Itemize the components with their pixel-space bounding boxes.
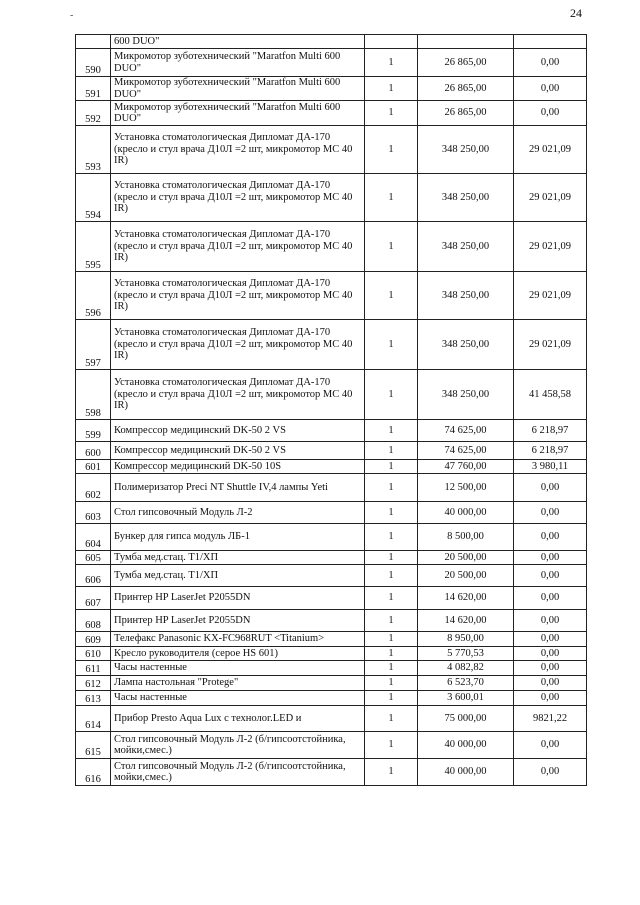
item-name-cell: Установка стоматологическая Дипломат ДА-170 (кресло и стул врача Д10Л =2 шт, микромотор МС 40 IR) <box>111 174 365 222</box>
quantity-cell: 1 <box>365 647 418 661</box>
item-name-cell: Установка стоматологическая Дипломат ДА-170 (кресло и стул врача Д10Л =2 шт, микромотор МС 40 IR) <box>111 126 365 174</box>
price-cell: 20 500,00 <box>418 565 514 587</box>
quantity-cell: 1 <box>365 126 418 174</box>
item-name-cell: Прибор Presto Aqua Lux с технолог.LED и <box>111 706 365 732</box>
quantity-cell: 1 <box>365 732 418 759</box>
price-cell: 47 760,00 <box>418 460 514 474</box>
residual-value-cell: 29 021,09 <box>514 320 587 370</box>
item-name-cell: Микромотор зуботехнический "Maratfon Multi 600 DUO" <box>111 77 365 101</box>
quantity-cell: 1 <box>365 524 418 551</box>
table-row <box>76 691 587 706</box>
residual-value-cell: 6 218,97 <box>514 442 587 460</box>
row-number-cell: 615 <box>76 732 111 759</box>
row-number-cell: 597 <box>76 320 111 370</box>
price-cell: 348 250,00 <box>418 222 514 272</box>
price-cell: 348 250,00 <box>418 370 514 420</box>
table-row <box>76 442 587 460</box>
item-name-cell: Тумба мед.стац. Т1/ХП <box>111 565 365 587</box>
table-row <box>76 174 587 222</box>
quantity-cell: 1 <box>365 610 418 632</box>
residual-value-cell: 0,00 <box>514 551 587 565</box>
table-row <box>76 706 587 732</box>
residual-value-cell: 0,00 <box>514 524 587 551</box>
residual-value-cell: 0,00 <box>514 101 587 126</box>
price-cell: 5 770,53 <box>418 647 514 661</box>
item-name-cell: Принтер HP LaserJet P2055DN <box>111 610 365 632</box>
quantity-cell: 1 <box>365 691 418 706</box>
row-number-cell: 593 <box>76 126 111 174</box>
table-row <box>76 502 587 524</box>
item-name-cell: Установка стоматологическая Дипломат ДА-170 (кресло и стул врача Д10Л =2 шт, микромотор МС 40 IR) <box>111 222 365 272</box>
residual-value-cell: 29 021,09 <box>514 272 587 320</box>
row-number-cell: 602 <box>76 474 111 502</box>
residual-value-cell: 6 218,97 <box>514 420 587 442</box>
quantity-cell: 1 <box>365 474 418 502</box>
residual-value-cell: 3 980,11 <box>514 460 587 474</box>
price-cell: 40 000,00 <box>418 759 514 786</box>
item-name-cell: Установка стоматологическая Дипломат ДА-170 (кресло и стул врача Д10Л =2 шт, микромотор МС 40 IR) <box>111 272 365 320</box>
price-cell: 74 625,00 <box>418 420 514 442</box>
item-name-cell: Принтер HP LaserJet P2055DN <box>111 587 365 610</box>
residual-value-cell: 29 021,09 <box>514 174 587 222</box>
quantity-cell: 1 <box>365 272 418 320</box>
price-cell: 8 500,00 <box>418 524 514 551</box>
price-cell: 26 865,00 <box>418 77 514 101</box>
row-number-cell: 600 <box>76 442 111 460</box>
quantity-cell: 1 <box>365 632 418 647</box>
quantity-cell: 1 <box>365 587 418 610</box>
price-cell: 3 600,01 <box>418 691 514 706</box>
price-cell: 348 250,00 <box>418 320 514 370</box>
residual-value-cell: 0,00 <box>514 77 587 101</box>
price-cell: 40 000,00 <box>418 502 514 524</box>
table-row <box>76 524 587 551</box>
table-row <box>76 732 587 759</box>
quantity-cell: 1 <box>365 676 418 691</box>
quantity-cell: 1 <box>365 551 418 565</box>
inventory-table <box>75 34 587 786</box>
table-row <box>76 632 587 647</box>
residual-value-cell: 0,00 <box>514 587 587 610</box>
table-row <box>76 610 587 632</box>
quantity-cell: 1 <box>365 420 418 442</box>
item-name-cell: Полимеризатор Preci NT Shuttle IV,4 лампы Yeti <box>111 474 365 502</box>
item-name-cell: Кресло руководителя (серое HS 601) <box>111 647 365 661</box>
price-cell: 75 000,00 <box>418 706 514 732</box>
row-number-cell: 610 <box>76 647 111 661</box>
table-row <box>76 565 587 587</box>
residual-value-cell: 0,00 <box>514 647 587 661</box>
page-number: 24 <box>570 6 582 20</box>
table-row <box>76 49 587 77</box>
quantity-cell: 1 <box>365 77 418 101</box>
row-number-cell: 594 <box>76 174 111 222</box>
quantity-cell: 1 <box>365 706 418 732</box>
row-number-cell <box>76 35 111 49</box>
table-row <box>76 77 587 101</box>
quantity-cell: 1 <box>365 222 418 272</box>
quantity-cell: 1 <box>365 565 418 587</box>
row-number-cell: 616 <box>76 759 111 786</box>
table-row <box>76 126 587 174</box>
item-name-cell: Стол гипсовочный Модуль Л-2 (б/гипсоотстойника, мойки,смес.) <box>111 732 365 759</box>
item-name-cell: Часы настенные <box>111 661 365 676</box>
row-number-cell: 592 <box>76 101 111 126</box>
row-number-cell: 609 <box>76 632 111 647</box>
item-name-cell: Компрессор медицинский DK-50 10S <box>111 460 365 474</box>
table-row <box>76 551 587 565</box>
row-number-cell: 611 <box>76 661 111 676</box>
residual-value-cell <box>514 35 587 49</box>
quantity-cell: 1 <box>365 661 418 676</box>
price-cell: 20 500,00 <box>418 551 514 565</box>
item-name-cell: Лампа настольная "Protege" <box>111 676 365 691</box>
table-row <box>76 661 587 676</box>
row-number-cell: 590 <box>76 49 111 77</box>
item-name-cell: Микромотор зуботехнический "Maratfon Multi 600 DUO" <box>111 101 365 126</box>
residual-value-cell: 0,00 <box>514 676 587 691</box>
inventory-table-body <box>76 35 587 786</box>
row-number-cell: 599 <box>76 420 111 442</box>
item-name-cell: Тумба мед.стац. Т1/ХП <box>111 551 365 565</box>
table-row <box>76 35 587 49</box>
quantity-cell: 1 <box>365 174 418 222</box>
residual-value-cell: 41 458,58 <box>514 370 587 420</box>
table-row <box>76 460 587 474</box>
price-cell: 26 865,00 <box>418 101 514 126</box>
price-cell: 348 250,00 <box>418 272 514 320</box>
row-number-cell: 591 <box>76 77 111 101</box>
price-cell: 26 865,00 <box>418 49 514 77</box>
item-name-cell: 600 DUO" <box>111 35 365 49</box>
residual-value-cell: 0,00 <box>514 565 587 587</box>
residual-value-cell: 0,00 <box>514 49 587 77</box>
row-number-cell: 596 <box>76 272 111 320</box>
item-name-cell: Компрессор медицинский DK-50 2 VS <box>111 442 365 460</box>
row-number-cell: 598 <box>76 370 111 420</box>
quantity-cell: 1 <box>365 442 418 460</box>
table-row <box>76 647 587 661</box>
price-cell: 12 500,00 <box>418 474 514 502</box>
row-number-cell: 603 <box>76 502 111 524</box>
row-number-cell: 601 <box>76 460 111 474</box>
item-name-cell: Микромотор зуботехнический "Maratfon Multi 600 DUO" <box>111 49 365 77</box>
residual-value-cell: 0,00 <box>514 474 587 502</box>
row-number-cell: 606 <box>76 565 111 587</box>
residual-value-cell: 0,00 <box>514 502 587 524</box>
residual-value-cell: 0,00 <box>514 691 587 706</box>
table-row <box>76 759 587 786</box>
residual-value-cell: 29 021,09 <box>514 126 587 174</box>
residual-value-cell: 0,00 <box>514 661 587 676</box>
price-cell: 6 523,70 <box>418 676 514 691</box>
price-cell: 4 082,82 <box>418 661 514 676</box>
table-row <box>76 676 587 691</box>
quantity-cell: 1 <box>365 320 418 370</box>
price-cell: 14 620,00 <box>418 587 514 610</box>
quantity-cell: 1 <box>365 49 418 77</box>
price-cell <box>418 35 514 49</box>
row-number-cell: 604 <box>76 524 111 551</box>
row-number-cell: 612 <box>76 676 111 691</box>
item-name-cell: Часы настенные <box>111 691 365 706</box>
row-number-cell: 614 <box>76 706 111 732</box>
item-name-cell: Телефакс Panasonic KX-FC968RUT <Titanium> <box>111 632 365 647</box>
quantity-cell: 1 <box>365 502 418 524</box>
row-number-cell: 595 <box>76 222 111 272</box>
row-number-cell: 605 <box>76 551 111 565</box>
corner-mark: - <box>70 10 74 21</box>
table-row <box>76 222 587 272</box>
residual-value-cell: 0,00 <box>514 732 587 759</box>
price-cell: 348 250,00 <box>418 174 514 222</box>
row-number-cell: 608 <box>76 610 111 632</box>
item-name-cell: Бункер для гипса модуль ЛБ-1 <box>111 524 365 551</box>
quantity-cell: 1 <box>365 460 418 474</box>
quantity-cell: 1 <box>365 759 418 786</box>
price-cell: 74 625,00 <box>418 442 514 460</box>
item-name-cell: Установка стоматологическая Дипломат ДА-170 (кресло и стул врача Д10Л =2 шт, микромотор МС 40 IR) <box>111 320 365 370</box>
residual-value-cell: 0,00 <box>514 759 587 786</box>
table-row <box>76 474 587 502</box>
residual-value-cell: 29 021,09 <box>514 222 587 272</box>
item-name-cell: Стол гипсовочный Модуль Л-2 (б/гипсоотстойника, мойки,смес.) <box>111 759 365 786</box>
table-row <box>76 101 587 126</box>
quantity-cell <box>365 35 418 49</box>
item-name-cell: Компрессор медицинский DK-50 2 VS <box>111 420 365 442</box>
residual-value-cell: 0,00 <box>514 610 587 632</box>
quantity-cell: 1 <box>365 101 418 126</box>
price-cell: 8 950,00 <box>418 632 514 647</box>
table-row <box>76 420 587 442</box>
row-number-cell: 613 <box>76 691 111 706</box>
residual-value-cell: 9821,22 <box>514 706 587 732</box>
table-row <box>76 272 587 320</box>
table-row <box>76 587 587 610</box>
table-row <box>76 370 587 420</box>
row-number-cell: 607 <box>76 587 111 610</box>
price-cell: 40 000,00 <box>418 732 514 759</box>
residual-value-cell: 0,00 <box>514 632 587 647</box>
item-name-cell: Установка стоматологическая Дипломат ДА-170 (кресло и стул врача Д10Л =2 шт, микромотор МС 40 IR) <box>111 370 365 420</box>
price-cell: 14 620,00 <box>418 610 514 632</box>
item-name-cell: Стол гипсовочный Модуль Л-2 <box>111 502 365 524</box>
quantity-cell: 1 <box>365 370 418 420</box>
price-cell: 348 250,00 <box>418 126 514 174</box>
table-row <box>76 320 587 370</box>
